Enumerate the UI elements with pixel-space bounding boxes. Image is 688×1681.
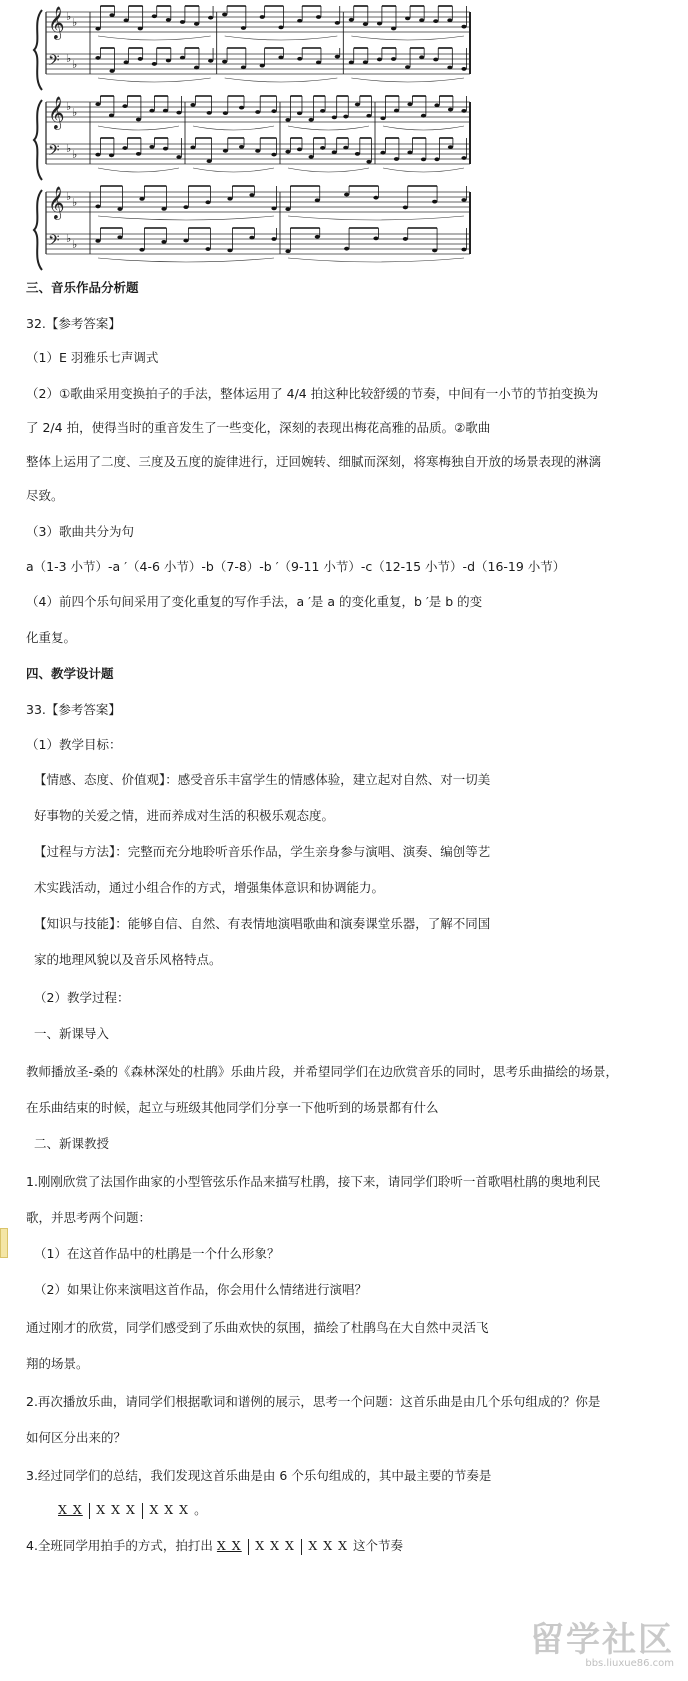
note-head [391, 27, 396, 31]
process-2-1-b: 歌，并思考两个问题： [26, 1210, 152, 1225]
bar-line [301, 1539, 303, 1555]
flat-sign: ♭ [66, 190, 72, 203]
note-head [332, 150, 337, 154]
note-head [239, 145, 244, 149]
slur [98, 168, 179, 172]
process-1-text-b: 在乐曲结束的时候，起立与班级其他同学们分享一下他听到的场景都有什么 [26, 1100, 439, 1115]
note-head [122, 104, 127, 108]
brace [34, 100, 42, 180]
process-2-answer-b: 翔的场景。 [26, 1356, 89, 1371]
watermark-logo: 留学社区 [530, 1620, 674, 1660]
note-head [278, 55, 283, 59]
note-head [260, 15, 265, 19]
goal-process-b: 术实践活动，通过小组合作的方式，增强集体意识和协调能力。 [34, 880, 385, 895]
note-head [297, 19, 302, 23]
note-head [407, 151, 412, 155]
slur [193, 126, 274, 130]
process-2-4 [26, 1536, 403, 1555]
note-head [152, 14, 157, 18]
q32-answer-2c: 整体上运用了二度、三度及五度的旋律进行，迂回婉转、细腻而深刻，将寒梅独自开放的场景表现的淋漓 [26, 454, 602, 469]
flat-sign: ♭ [72, 106, 78, 119]
process-2-answer-a: 通过刚才的欣赏，同学们感受到了乐曲欢快的氛围，描绘了杜鹃鸟在大自然中灵活飞 [26, 1320, 489, 1335]
slur [288, 258, 464, 262]
note-head [227, 248, 232, 252]
note-head [343, 115, 348, 119]
note-head [363, 60, 368, 64]
note-head [297, 57, 302, 61]
site-watermark [530, 1622, 674, 1669]
music-score-system-2 [30, 92, 480, 182]
note-head [194, 66, 199, 70]
q32-answer-2b: 了 2/4 拍，使得当时的重音发生了一些变化，深刻的表现出梅花高雅的品质。②歌曲 [26, 420, 491, 435]
note-head [124, 18, 129, 22]
note-head [448, 108, 453, 112]
process-2-2-a: 2.再次播放乐曲，请同学们根据歌词和谱例的展示，思考一个问题：这首乐曲是由几个乐句组成的？你是 [26, 1394, 601, 1409]
note-head [122, 146, 127, 150]
rhythm-group-3: X X X [308, 1538, 349, 1553]
rhythm-group-2: X X X [255, 1538, 295, 1553]
q32-label: 32.【参考答案】 [26, 316, 121, 331]
note-head [163, 147, 168, 151]
rhythm-end: 。 [194, 1502, 208, 1517]
note-head [139, 248, 144, 252]
note-head [461, 248, 466, 252]
note-head [285, 249, 290, 253]
note-head [166, 59, 171, 63]
note-head [285, 118, 290, 122]
slur [288, 126, 369, 130]
goal-knowledge-a: 【知识与技能】：能够自信、自然、有表情地演唱歌曲和演奏课堂乐器，了解不同国 [34, 916, 491, 931]
bass-clef: 𝄢 [48, 232, 60, 253]
note-head [320, 146, 325, 150]
flat-sign: ♭ [66, 232, 72, 245]
music-score-system-3 [30, 182, 480, 272]
note-head [419, 18, 424, 22]
note-head [316, 15, 321, 19]
q32-answer-2a: （2）①歌曲采用变换拍子的手法，整体运用了 4/4 拍这种比较舒缓的节奏，中间有一小节的节拍变换为 [26, 386, 599, 401]
flat-sign: ♭ [66, 10, 72, 23]
process-2-title: 二、新课教授 [34, 1136, 110, 1151]
flat-sign: ♭ [66, 52, 72, 65]
goal-process-a: 【过程与方法】：完整而充分地聆听音乐作品，学生亲身参与演唱、演奏、编创等艺 [34, 844, 491, 859]
note-head [380, 116, 385, 120]
note-head [285, 207, 290, 211]
note-head [419, 55, 424, 59]
note-head [432, 249, 437, 253]
note-head [433, 58, 438, 62]
note-head [434, 157, 439, 161]
slur [98, 216, 274, 220]
note-head [161, 207, 166, 211]
rhythm-group-3: X X X [149, 1502, 190, 1517]
note-head [109, 153, 114, 157]
note-head [461, 156, 466, 160]
note-head [109, 13, 114, 17]
note-head [208, 16, 213, 20]
note-head [109, 69, 114, 73]
note-head [363, 22, 368, 26]
q32-answer-4b: 化重复。 [26, 630, 77, 645]
note-head [117, 235, 122, 239]
note-head [222, 13, 227, 17]
note-head [149, 109, 154, 113]
process-1-text-a: 教师播放圣-桑的《森林深处的杜鹃》乐曲片段，并希望同学们在边欣赏音乐的同时，思考乐曲描绘的场景， [26, 1064, 619, 1079]
note-head [152, 62, 157, 66]
slur [98, 258, 274, 262]
q33-answer-1: （1）教学目标： [26, 737, 122, 752]
rhythm-group-1: X X [216, 1538, 242, 1553]
note-head [95, 102, 100, 106]
note-head [377, 22, 382, 26]
note-head [109, 113, 114, 117]
goal-knowledge-b: 家的地理风貌以及音乐风格特点。 [34, 952, 222, 967]
note-head [95, 56, 100, 60]
note-head [394, 109, 399, 113]
note-head [176, 111, 181, 115]
note-head [222, 60, 227, 64]
process-1-title: 一、新课导入 [34, 1026, 110, 1041]
note-head [447, 66, 452, 70]
q32-answer-3b: a（1-3 小节）-a ′（4-6 小节）-b（7-8）-b ′（9-11 小节）-c（12-15 小节）-d（16-19 小节） [26, 559, 566, 574]
goal-emotion-a: 【情感、态度、价值观】：感受音乐丰富学生的情感体验，建立起对自然、对一切美 [34, 772, 491, 787]
note-head [260, 64, 265, 68]
note-head [366, 114, 371, 118]
flat-sign: ♭ [72, 58, 78, 71]
note-head [394, 157, 399, 161]
note-head [421, 157, 426, 161]
note-head [432, 200, 437, 204]
note-head [95, 153, 100, 157]
note-head [366, 160, 371, 164]
note-head [434, 103, 439, 107]
slur [225, 78, 338, 82]
q32-answer-2d: 尽致。 [26, 488, 64, 503]
note-head [223, 149, 228, 153]
note-head [205, 247, 210, 251]
note-head [355, 103, 360, 107]
note-head [315, 198, 320, 202]
slur [288, 216, 464, 220]
bass-clef: 𝄢 [48, 142, 60, 163]
treble-clef: 𝄞 [48, 96, 65, 129]
note-head [180, 20, 185, 24]
q32-answer-4a: （4）前四个乐句间采用了变化重复的写作手法，a ′是 a 的变化重复，b ′是 b 的变 [26, 594, 483, 609]
note-head [407, 102, 412, 106]
note-head [373, 196, 378, 200]
brace [34, 10, 42, 90]
slur [351, 36, 464, 40]
note-head [309, 155, 314, 159]
note-head [163, 109, 168, 113]
note-head [239, 106, 244, 110]
note-head [461, 198, 466, 202]
slur [383, 126, 464, 130]
note-head [249, 236, 254, 240]
note-head [297, 147, 302, 151]
process-2-1-a: 1.刚刚欣赏了法国作曲家的小型管弦乐作品来描写杜鹃，接下来，请同学们聆听一首歌唱杜鹃的奥地利民 [26, 1174, 601, 1189]
rhythm-pattern [58, 1500, 208, 1519]
bass-clef: 𝄢 [48, 52, 60, 73]
flat-sign: ♭ [72, 16, 78, 29]
note-head [373, 237, 378, 241]
note-head [241, 26, 246, 30]
note-head [278, 25, 283, 29]
note-head [95, 239, 100, 243]
q32-answer-3: （3）歌曲共分为句 [26, 524, 134, 539]
note-head [447, 18, 452, 22]
note-head [190, 145, 195, 149]
note-head [377, 58, 382, 62]
note-head [448, 145, 453, 149]
note-head [405, 65, 410, 69]
rhythm-group-1: X X [58, 1502, 83, 1517]
note-head [117, 207, 122, 211]
note-head [271, 237, 276, 241]
slur [98, 36, 211, 40]
note-head [315, 235, 320, 239]
process-2-4-tail: 这个节奏 [353, 1538, 404, 1553]
section-3-title: 三、音乐作品分析题 [26, 280, 139, 295]
note-head [124, 60, 129, 64]
slur [98, 78, 211, 82]
process-2-4-text: 4.全班同学用拍手的方式，拍打出 [26, 1538, 213, 1553]
note-head [136, 118, 141, 122]
note-head [335, 55, 340, 59]
note-head [271, 109, 276, 113]
slur [288, 168, 369, 172]
note-head [285, 150, 290, 154]
bar-line [248, 1539, 250, 1555]
process-2-question-2: （2）如果让你来演唱这首作品，你会用什么情绪进行演唱？ [34, 1282, 367, 1297]
note-head [271, 206, 276, 210]
q33-label: 33.【参考答案】 [26, 702, 121, 717]
note-head [403, 206, 408, 210]
watermark-url: bbs.liuxue86.com [585, 1658, 674, 1669]
note-head [271, 153, 276, 157]
process-2-3: 3.经过同学们的总结，我们发现这首乐曲是由 6 个乐句组成的，其中最主要的节奏是 [26, 1468, 492, 1483]
note-head [403, 237, 408, 241]
note-head [391, 57, 396, 61]
flat-sign: ♭ [72, 148, 78, 161]
bar-line [142, 1503, 144, 1519]
note-head [332, 115, 337, 119]
slur [193, 168, 274, 172]
goal-emotion-b: 好事物的关爱之情，进而养成对生活的积极乐观态度。 [34, 808, 335, 823]
process-2-question-1: （1）在这首作品中的杜鹃是一个什么形象？ [34, 1246, 280, 1261]
flat-sign: ♭ [72, 196, 78, 209]
note-head [161, 240, 166, 244]
section-4-title: 四、教学设计题 [26, 666, 114, 681]
note-head [136, 152, 141, 156]
note-head [176, 155, 181, 159]
treble-clef: 𝄞 [48, 6, 65, 39]
note-head [461, 67, 466, 71]
note-head [316, 61, 321, 65]
note-head [194, 22, 199, 26]
margin-marker [0, 1228, 8, 1258]
note-head [349, 61, 354, 65]
note-head [138, 27, 143, 31]
note-head [421, 114, 426, 118]
note-head [461, 25, 466, 29]
note-head [183, 205, 188, 209]
note-head [349, 18, 354, 22]
flat-sign: ♭ [66, 142, 72, 155]
note-head [223, 111, 228, 115]
note-head [139, 197, 144, 201]
note-head [320, 109, 325, 113]
slur [383, 168, 464, 172]
rhythm-group-2: X X X [96, 1502, 136, 1517]
note-head [255, 149, 260, 153]
note-head [205, 200, 210, 204]
note-head [433, 19, 438, 23]
note-head [183, 239, 188, 243]
q32-answer-1: （1）E 羽雅乐七声调式 [26, 350, 159, 365]
flat-sign: ♭ [72, 238, 78, 251]
note-head [180, 56, 185, 60]
flat-sign: ♭ [66, 100, 72, 113]
note-head [355, 152, 360, 156]
music-score-system-1 [30, 2, 480, 92]
slur [225, 36, 338, 40]
brace [34, 190, 42, 270]
note-head [461, 109, 466, 113]
bar-line [89, 1503, 91, 1519]
note-head [335, 21, 340, 25]
note-head [249, 193, 254, 197]
slur [98, 126, 179, 130]
note-head [207, 111, 212, 115]
note-head [95, 27, 100, 31]
note-head [344, 193, 349, 197]
note-head [227, 197, 232, 201]
note-head [297, 111, 302, 115]
note-head [344, 247, 349, 251]
note-head [149, 145, 154, 149]
note-head [190, 103, 195, 107]
note-head [380, 151, 385, 155]
note-head [343, 146, 348, 150]
process-2-2-b: 如何区分出来的？ [26, 1430, 127, 1445]
q33-answer-2: （2）教学过程： [34, 990, 130, 1005]
note-head [309, 118, 314, 122]
note-head [166, 18, 171, 22]
slur [351, 78, 464, 82]
note-head [95, 205, 100, 209]
note-head [208, 59, 213, 63]
note-head [405, 16, 410, 20]
treble-clef: 𝄞 [48, 186, 65, 219]
note-head [255, 110, 260, 114]
note-head [241, 65, 246, 69]
note-head [207, 159, 212, 163]
note-head [138, 57, 143, 61]
